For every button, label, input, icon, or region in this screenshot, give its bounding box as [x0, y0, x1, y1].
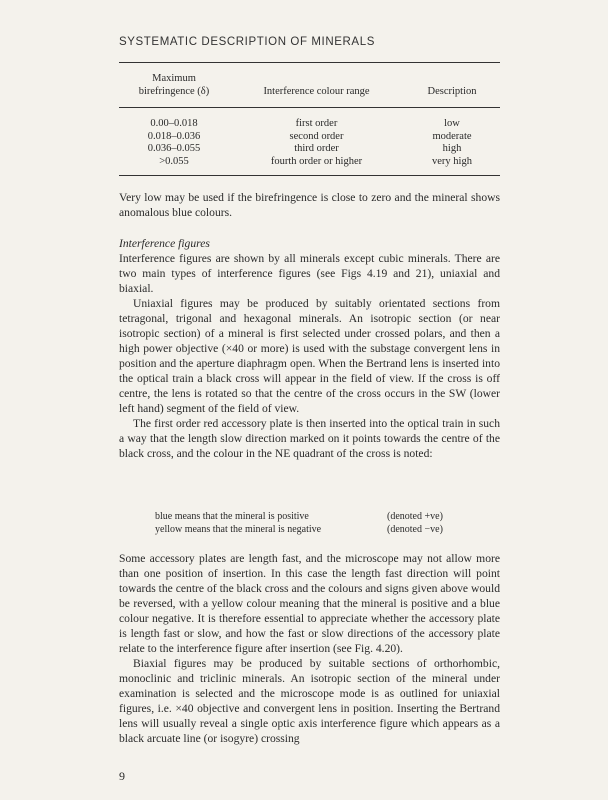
paragraph: Biaxial figures may be produced by suitable sections of orthorhombic, monoclinic and triclinic minerals. An isotropic section of the mineral under examination is selected and the microscope mode is as outlined for uniaxial figures, i.e. ×40 objective and convergent lens in position. Inserting the Bertrand lens will usually reveal a single optic axis interference figure which appears as a black arcuate line (or isogyre) crossing — [119, 657, 500, 745]
table-row: >0.055 fourth order or higher very high — [159, 155, 472, 167]
sign-convention-list — [155, 510, 475, 536]
section-heading: Interference figures — [119, 237, 210, 250]
running-header: SYSTEMATIC DESCRIPTION OF MINERALS — [119, 36, 375, 48]
section-interference-figures — [119, 236, 500, 461]
header-colour-range: Interference colour range — [263, 86, 370, 97]
table-top-rule — [119, 62, 500, 63]
paragraph-anomalous: Very low may be used if the birefringence is close to zero and the mineral shows anomalous blue colours. — [119, 191, 500, 219]
table-header-rule — [119, 107, 500, 108]
table-body — [119, 118, 500, 168]
table-row: 0.036–0.055 third order high — [147, 143, 462, 154]
list-item: yellow means that the mineral is negative (denoted −ve) — [155, 524, 443, 535]
table-row: 0.018–0.036 second order moderate — [147, 130, 472, 142]
header-birefringence: Maximum birefringence (δ) — [138, 73, 210, 97]
section-continued — [119, 551, 500, 746]
paragraph: The first order red accessory plate is then inserted into the optical train in such a way that the length slow direction marked on it points towards the centre of the black cross, and the colour in the NE quadrant of the cross is noted: — [119, 417, 500, 460]
paragraph: Interference figures are shown by all minerals except cubic minerals. There are two main types of interference figures (see Figs 4.19 and 21), uniaxial and biaxial. — [119, 252, 500, 295]
page-number: 9 — [119, 769, 125, 783]
list-item: blue means that the mineral is positive (denoted +ve) — [155, 511, 443, 522]
table-row: 0.00–0.018 first order low — [150, 118, 460, 129]
paragraph: Some accessory plates are length fast, and the microscope may not allow more than one position of insertion. In this case the length fast direction will point towards the centre of the black cross and the colours and signs given above would be reversed, with a yellow colour meaning that the mineral is positive and a blue colour negative. It is therefore essential to appreciate whether the accessory plate is length fast or slow, and how the fast or slow directions of the accessory plate relate to the interference figure after insertion (see Fig. 4.20). — [119, 552, 500, 655]
paragraph: Uniaxial figures may be produced by suitably orientated sections from tetragonal, trigonal and hexagonal minerals. An isotropic section (or near isotropic section) of a mineral is first selected under crossed polars, and then a high power objective (×40 or more) is used with the substage convergent lens in position and the aperture diaphragm open. When the Bertrand lens is inserted into the optical train a black cross will appear in the field of view. If the cross is off centre, the lens is rotated so that the centre of the cross occurs in the SW (lower left hand) segment of the field of view. — [119, 297, 500, 415]
header-description: Description — [427, 86, 477, 97]
table-header — [119, 72, 500, 98]
table-bottom-rule — [119, 175, 500, 176]
